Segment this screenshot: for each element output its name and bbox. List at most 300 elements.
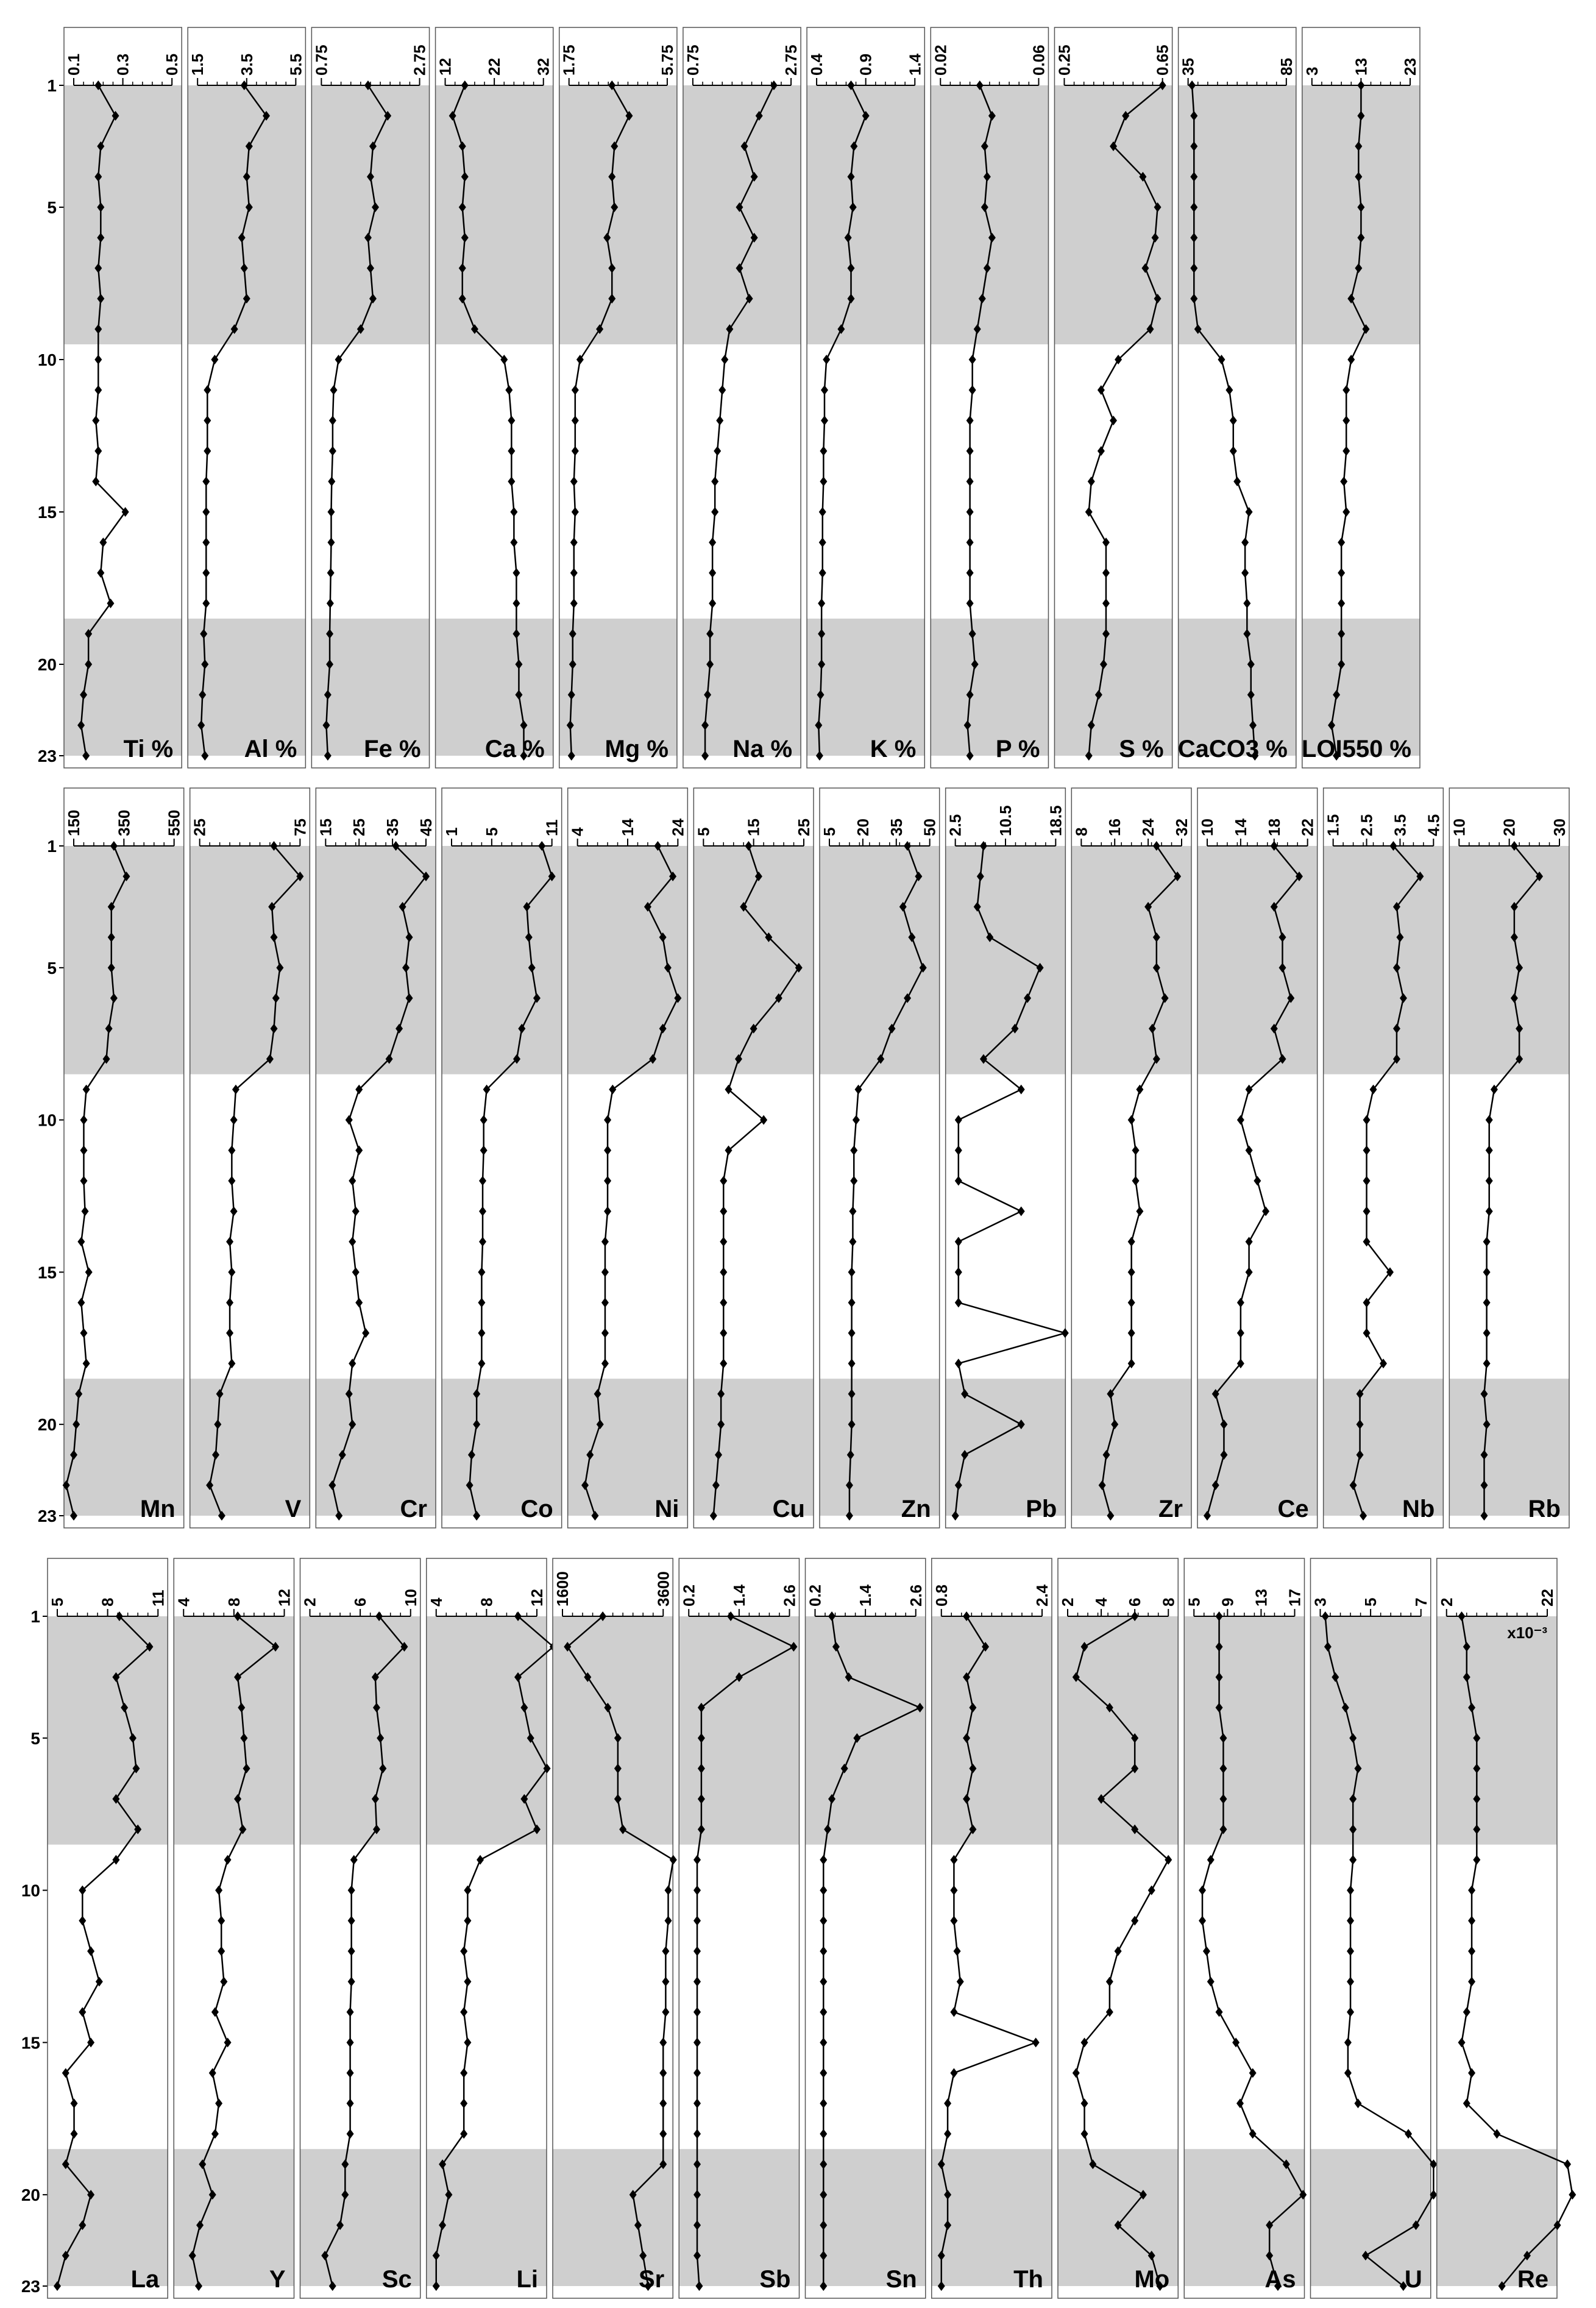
x-tick-label: 5 bbox=[482, 827, 501, 836]
x-tick-label: 13 bbox=[1352, 58, 1371, 76]
depth-tick-label: 5 bbox=[30, 1728, 40, 1748]
x-tick-label: 0.1 bbox=[65, 53, 83, 76]
series-label: Re bbox=[1517, 2266, 1548, 2293]
data-point bbox=[1246, 1085, 1253, 1095]
data-point bbox=[1225, 385, 1233, 395]
x-tick-label: 2.4 bbox=[1033, 1584, 1051, 1607]
data-point bbox=[1102, 568, 1110, 578]
x-tick-label: 14 bbox=[619, 818, 637, 836]
shaded-depth-band bbox=[1058, 1616, 1178, 1845]
data-point bbox=[1363, 1176, 1371, 1186]
data-point bbox=[760, 1115, 767, 1125]
data-point bbox=[601, 1237, 609, 1246]
shaded-depth-band bbox=[1054, 85, 1172, 344]
shaded-depth-band bbox=[1324, 846, 1444, 1074]
column-caco3 bbox=[1178, 27, 1296, 768]
x-tick-label: 3.5 bbox=[1391, 814, 1410, 836]
data-point bbox=[1347, 1916, 1354, 1926]
data-point bbox=[97, 568, 104, 578]
x-tick-label: 1.4 bbox=[906, 53, 924, 76]
data-point bbox=[1081, 2129, 1088, 2139]
shaded-depth-band bbox=[190, 846, 310, 1074]
x-tick-label: 15 bbox=[316, 818, 335, 836]
data-point bbox=[1243, 598, 1250, 608]
x-tick-label: 2 bbox=[1437, 1597, 1456, 1607]
data-point bbox=[347, 2098, 354, 2108]
data-point bbox=[464, 2037, 471, 2047]
data-point bbox=[508, 416, 515, 425]
x-tick-label: 1.75 bbox=[559, 44, 578, 76]
data-point bbox=[349, 1176, 356, 1186]
x-tick-label: 12 bbox=[528, 1589, 546, 1607]
x-tick-label: 12 bbox=[275, 1589, 294, 1607]
data-point bbox=[966, 507, 974, 517]
data-point bbox=[479, 1237, 486, 1246]
series-label: Cu bbox=[772, 1496, 805, 1522]
data-point bbox=[659, 2129, 667, 2139]
x-tick-label: 0.02 bbox=[931, 44, 950, 76]
data-point bbox=[508, 446, 515, 456]
data-point bbox=[821, 416, 828, 425]
depth-tick-label: 5 bbox=[47, 198, 57, 217]
x-tick-label: 0.5 bbox=[163, 53, 182, 76]
series-label: La bbox=[130, 2266, 160, 2293]
data-point bbox=[1249, 2129, 1257, 2139]
data-point bbox=[966, 416, 974, 425]
data-point bbox=[211, 2129, 219, 2139]
data-point bbox=[709, 598, 716, 608]
data-point bbox=[1347, 355, 1355, 364]
column-k bbox=[807, 27, 924, 768]
data-point bbox=[1128, 1328, 1135, 1338]
x-tick-label: 3 bbox=[1311, 1597, 1330, 1607]
x-tick-label: 5 bbox=[820, 827, 839, 836]
column-ni bbox=[568, 788, 688, 1528]
data-point bbox=[1246, 1146, 1253, 1156]
data-point bbox=[1486, 1146, 1493, 1156]
data-point bbox=[1347, 2007, 1354, 2017]
series-label: Sr bbox=[639, 2266, 665, 2293]
data-point bbox=[512, 598, 520, 608]
data-point bbox=[1237, 1115, 1244, 1125]
x-tick-label: 5 bbox=[48, 1597, 66, 1607]
data-point bbox=[1342, 416, 1350, 425]
data-point bbox=[230, 1206, 238, 1216]
data-point bbox=[330, 385, 338, 395]
x-tick-label: 4 bbox=[427, 1597, 445, 1607]
data-point bbox=[1342, 385, 1350, 395]
data-point bbox=[955, 1146, 962, 1156]
data-point bbox=[347, 2037, 354, 2047]
data-point bbox=[218, 1916, 225, 1926]
series-label: Li bbox=[516, 2266, 538, 2293]
data-point bbox=[204, 446, 211, 456]
x-tick-label: 4 bbox=[174, 1597, 193, 1607]
data-point bbox=[1136, 1206, 1143, 1216]
data-point bbox=[572, 446, 579, 456]
x-tick-label: 0.75 bbox=[683, 44, 702, 76]
data-point bbox=[1468, 1976, 1475, 1986]
column-na bbox=[683, 27, 801, 768]
data-point bbox=[570, 598, 578, 608]
x-tick-label: 25 bbox=[190, 818, 209, 836]
data-point bbox=[693, 2129, 701, 2139]
data-point bbox=[1338, 538, 1345, 547]
x-tick-label: 0.9 bbox=[856, 53, 875, 76]
data-point bbox=[955, 1115, 962, 1125]
column-cr bbox=[316, 788, 436, 1528]
data-point bbox=[725, 1085, 732, 1095]
x-tick-label: 12 bbox=[436, 58, 455, 76]
x-tick-label: 1 bbox=[442, 827, 461, 836]
x-tick-label: 11 bbox=[542, 819, 561, 836]
x-tick-label: 10 bbox=[401, 1589, 420, 1607]
data-point bbox=[1349, 1855, 1357, 1865]
data-point bbox=[1363, 1206, 1371, 1216]
data-point bbox=[1246, 1267, 1253, 1277]
data-point bbox=[665, 1886, 672, 1895]
data-point bbox=[693, 1947, 701, 1956]
x-tick-label: 3 bbox=[1302, 66, 1321, 76]
data-point bbox=[570, 477, 578, 486]
data-point bbox=[510, 507, 517, 517]
data-point bbox=[693, 2007, 701, 2017]
data-point bbox=[1344, 2068, 1352, 2078]
data-point bbox=[955, 1298, 962, 1307]
x-tick-label: 2 bbox=[1059, 1597, 1077, 1607]
data-point bbox=[662, 1976, 669, 1986]
data-point bbox=[601, 1358, 609, 1368]
data-point bbox=[94, 355, 102, 364]
data-point bbox=[820, 2037, 827, 2047]
data-point bbox=[819, 568, 826, 578]
data-point bbox=[720, 1267, 727, 1277]
column-v bbox=[190, 788, 310, 1528]
column-pb bbox=[946, 788, 1069, 1528]
data-point bbox=[954, 1947, 961, 1956]
data-point bbox=[215, 1886, 222, 1895]
column-rb bbox=[1449, 788, 1569, 1528]
data-point bbox=[202, 568, 210, 578]
x-tick-label: 1.4 bbox=[729, 1584, 748, 1607]
data-point bbox=[670, 1855, 677, 1865]
data-point bbox=[955, 1237, 962, 1246]
data-point bbox=[820, 1916, 827, 1926]
shaded-depth-band bbox=[436, 85, 553, 344]
column-sr bbox=[553, 1558, 677, 2298]
data-point bbox=[349, 1358, 356, 1368]
data-point bbox=[604, 1206, 611, 1216]
data-point bbox=[969, 385, 976, 395]
shaded-depth-band bbox=[683, 85, 801, 344]
x-tick-label: 35 bbox=[1179, 58, 1197, 76]
data-point bbox=[71, 2129, 78, 2139]
x-tick-label: 1.4 bbox=[856, 1584, 875, 1607]
data-point bbox=[659, 2068, 667, 2078]
x-tick-label: 10 bbox=[1198, 818, 1216, 836]
data-point bbox=[71, 2098, 78, 2108]
data-point bbox=[665, 1916, 672, 1926]
data-point bbox=[850, 1146, 857, 1156]
data-point bbox=[820, 2068, 827, 2078]
x-tick-label: 24 bbox=[1139, 818, 1158, 836]
shaded-depth-band bbox=[1449, 846, 1569, 1074]
column-fe bbox=[311, 27, 429, 768]
data-point bbox=[609, 1085, 616, 1095]
data-point bbox=[819, 507, 826, 517]
depth-tick-label: 20 bbox=[37, 655, 57, 674]
x-tick-label: 5 bbox=[1185, 1597, 1204, 1607]
data-point bbox=[709, 538, 716, 547]
data-point bbox=[228, 1176, 235, 1186]
data-point bbox=[820, 1976, 827, 1986]
column-zr bbox=[1071, 788, 1191, 1528]
data-point bbox=[94, 446, 102, 456]
data-point bbox=[327, 507, 335, 517]
shaded-depth-band bbox=[316, 846, 436, 1074]
data-point bbox=[966, 477, 974, 486]
column-y bbox=[174, 1558, 294, 2298]
depth-tick-label: 10 bbox=[37, 1110, 57, 1130]
data-point bbox=[1203, 1947, 1210, 1956]
data-point bbox=[226, 1328, 233, 1338]
depth-tick-label: 1 bbox=[47, 76, 57, 95]
data-point bbox=[1233, 477, 1241, 486]
x-tick-label: 24 bbox=[669, 818, 687, 836]
data-point bbox=[218, 1947, 225, 1956]
data-point bbox=[224, 2037, 232, 2047]
data-point bbox=[820, 2098, 827, 2108]
data-point bbox=[85, 1267, 93, 1277]
depth-tick-label: 23 bbox=[37, 747, 57, 765]
data-point bbox=[348, 1976, 355, 1986]
data-point bbox=[352, 1206, 360, 1216]
x-tick-label: 4.5 bbox=[1424, 814, 1443, 836]
x-tick-label: 22 bbox=[485, 58, 504, 76]
data-point bbox=[969, 355, 976, 364]
column-li bbox=[427, 1558, 557, 2298]
x-tick-label: 11 bbox=[149, 1589, 168, 1607]
depth-tick-label: 20 bbox=[21, 2185, 40, 2205]
x-tick-label: 1.5 bbox=[1324, 814, 1342, 836]
x-tick-label: 2.6 bbox=[906, 1584, 925, 1607]
data-point bbox=[848, 1358, 856, 1368]
data-point bbox=[604, 1176, 611, 1186]
x-tick-label: 8 bbox=[1159, 1597, 1178, 1607]
data-point bbox=[327, 598, 334, 608]
shaded-depth-band bbox=[932, 1616, 1052, 1845]
shaded-depth-band bbox=[64, 85, 182, 344]
data-point bbox=[820, 2129, 827, 2139]
data-point bbox=[479, 1176, 486, 1186]
x-tick-label: 30 bbox=[1550, 818, 1569, 836]
data-point bbox=[347, 2129, 354, 2139]
data-point bbox=[505, 385, 512, 395]
data-point bbox=[478, 1358, 485, 1368]
data-point bbox=[77, 1237, 85, 1246]
column-sb bbox=[679, 1558, 799, 2298]
shaded-depth-band bbox=[679, 1616, 799, 1845]
column-cu bbox=[693, 788, 814, 1528]
data-point bbox=[1564, 2159, 1571, 2169]
x-tick-label: 4 bbox=[1092, 1597, 1111, 1607]
data-point bbox=[510, 538, 517, 547]
data-point bbox=[460, 1947, 467, 1956]
data-point bbox=[820, 1855, 827, 1865]
data-point bbox=[1468, 1916, 1475, 1926]
data-point bbox=[1081, 2098, 1088, 2108]
data-point bbox=[955, 1176, 962, 1186]
depth-tick-label: 10 bbox=[21, 1881, 40, 1900]
data-point bbox=[80, 1146, 87, 1156]
series-label: P % bbox=[995, 736, 1040, 762]
data-point bbox=[720, 1298, 727, 1307]
depth-tick-label: 10 bbox=[37, 350, 57, 369]
data-point bbox=[1483, 1328, 1491, 1338]
series-label: Sn bbox=[885, 2266, 917, 2293]
series-label: Sc bbox=[381, 2266, 412, 2293]
data-point bbox=[848, 1328, 856, 1338]
data-point bbox=[950, 2007, 957, 2017]
column-s bbox=[1054, 27, 1172, 768]
data-point bbox=[820, 477, 827, 486]
data-point bbox=[849, 1206, 856, 1216]
data-point bbox=[1338, 598, 1345, 608]
x-tick-label: 16 bbox=[1105, 818, 1124, 836]
data-point bbox=[355, 1298, 363, 1307]
column-th bbox=[932, 1558, 1052, 2298]
data-point bbox=[1207, 1976, 1215, 1986]
x-tick-label: 22 bbox=[1298, 818, 1317, 836]
data-point bbox=[1102, 598, 1110, 608]
data-point bbox=[572, 507, 579, 517]
data-point bbox=[327, 568, 335, 578]
data-point bbox=[349, 1237, 356, 1246]
x-tick-label: 1.5 bbox=[188, 53, 207, 76]
column-mn bbox=[63, 788, 184, 1528]
column-as bbox=[1184, 1558, 1307, 2298]
series-label: Na % bbox=[732, 736, 793, 762]
data-point bbox=[1473, 1855, 1480, 1865]
data-point bbox=[1199, 1886, 1206, 1895]
data-point bbox=[1344, 2037, 1352, 2047]
column-ti bbox=[64, 27, 182, 768]
x-tick-label: 8 bbox=[477, 1597, 496, 1607]
data-point bbox=[80, 1176, 87, 1186]
data-point bbox=[1032, 2037, 1040, 2047]
data-point bbox=[821, 385, 828, 395]
x-tick-label: 22 bbox=[1538, 1589, 1556, 1607]
data-point bbox=[1342, 507, 1350, 517]
series-label: Zn bbox=[901, 1496, 931, 1522]
data-point bbox=[1246, 507, 1253, 517]
depth-tick-label: 1 bbox=[30, 1607, 40, 1626]
data-point bbox=[346, 1115, 353, 1125]
x-tick-label: 7 bbox=[1411, 1597, 1430, 1607]
column-p bbox=[931, 27, 1048, 768]
data-point bbox=[1468, 1886, 1475, 1895]
series-label: Co bbox=[520, 1496, 553, 1522]
data-point bbox=[820, 1886, 827, 1895]
panel-major-elements bbox=[38, 27, 1420, 768]
column-sc bbox=[300, 1558, 420, 2298]
data-point bbox=[601, 1298, 609, 1307]
data-point bbox=[721, 355, 728, 364]
column-ce bbox=[1197, 788, 1318, 1528]
data-point bbox=[1230, 416, 1237, 425]
x-tick-label: 20 bbox=[1500, 818, 1519, 836]
data-point bbox=[693, 1976, 701, 1986]
data-point bbox=[955, 1358, 962, 1368]
x-tick-label: 10.5 bbox=[996, 805, 1015, 836]
data-point bbox=[693, 2037, 701, 2047]
data-point bbox=[94, 385, 102, 395]
x-tick-label: 350 bbox=[115, 809, 133, 836]
series-label: Sb bbox=[759, 2266, 791, 2293]
x-tick-label: 35 bbox=[383, 818, 402, 836]
depth-tick-label: 5 bbox=[47, 958, 57, 978]
data-point bbox=[1098, 446, 1105, 456]
x-tick-label: 5.5 bbox=[286, 53, 305, 76]
data-point bbox=[512, 568, 520, 578]
x-tick-label: 23 bbox=[1401, 58, 1419, 76]
x-tick-label: 2.5 bbox=[946, 814, 965, 836]
data-point bbox=[362, 1328, 369, 1338]
data-point bbox=[460, 2068, 467, 2078]
data-point bbox=[92, 416, 99, 425]
data-point bbox=[601, 1267, 609, 1277]
data-point bbox=[572, 416, 579, 425]
data-point bbox=[1018, 1085, 1025, 1095]
data-point bbox=[348, 1916, 355, 1926]
x-tick-label: 25 bbox=[350, 818, 369, 836]
data-point bbox=[709, 568, 716, 578]
x-tick-label: 35 bbox=[887, 818, 906, 836]
depth-tick-label: 23 bbox=[37, 1507, 57, 1525]
x-tick-label: 0.65 bbox=[1153, 44, 1172, 76]
series-label: Zr bbox=[1158, 1496, 1183, 1522]
data-point bbox=[572, 385, 579, 395]
data-point bbox=[1110, 416, 1117, 425]
data-point bbox=[1458, 2037, 1466, 2047]
x-tick-label: 0.75 bbox=[312, 44, 331, 76]
data-point bbox=[79, 1916, 86, 1926]
data-point bbox=[848, 1298, 856, 1307]
data-point bbox=[80, 1115, 87, 1125]
data-point bbox=[1338, 568, 1345, 578]
data-point bbox=[480, 1146, 488, 1156]
data-point bbox=[1062, 1328, 1069, 1338]
data-point bbox=[202, 477, 210, 486]
data-point bbox=[464, 1886, 471, 1895]
data-point bbox=[848, 1267, 856, 1277]
x-tick-label: 6 bbox=[351, 1597, 370, 1607]
shaded-depth-band bbox=[807, 85, 924, 344]
shaded-depth-band bbox=[442, 846, 562, 1074]
x-tick-label: 25 bbox=[795, 818, 813, 836]
shaded-depth-band bbox=[1437, 1616, 1557, 1845]
data-point bbox=[849, 1237, 856, 1246]
data-point bbox=[1486, 1176, 1493, 1186]
data-point bbox=[693, 1886, 701, 1895]
data-point bbox=[1241, 568, 1249, 578]
data-point bbox=[355, 1146, 363, 1156]
x-tick-label: 2.75 bbox=[410, 44, 429, 76]
data-point bbox=[224, 1855, 232, 1865]
data-point bbox=[1128, 1298, 1135, 1307]
data-point bbox=[464, 1976, 471, 1986]
data-point bbox=[228, 1267, 235, 1277]
